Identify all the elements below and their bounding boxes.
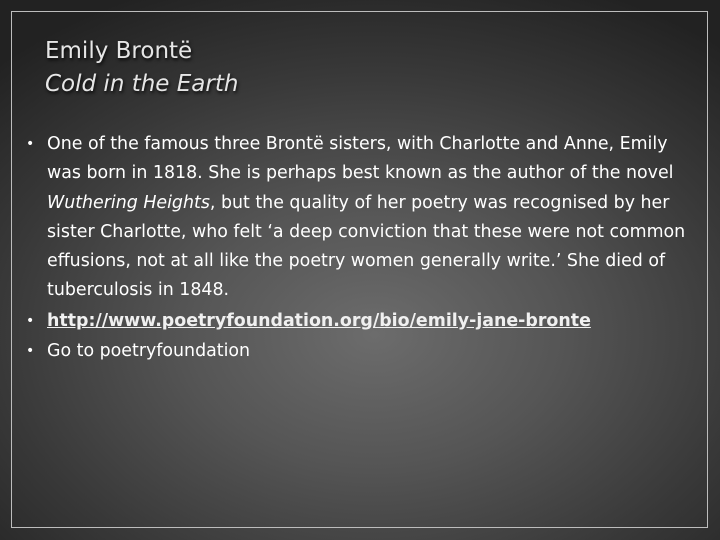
go-to-text: Go to poetryfoundation: [47, 341, 251, 362]
slide-subtitle: Cold in the Earth: [45, 71, 239, 97]
biography-text-start: One of the famous three Brontë sisters, with Charlotte and Anne, Emily was born in 1818. She is perhaps best known as the author of the novel: [47, 134, 674, 184]
bullet-item-link: [26, 307, 701, 336]
bullet-item-biography: [26, 130, 701, 306]
novel-title: Wuthering Heights: [47, 192, 210, 213]
biography-text-end: , but the quality of her poetry was recognised by her sister Charlotte, who felt ‘a deep conviction that these were not common effusions, not at all like the poetry women generally write.’ She died of tuberculosis in 1848.: [47, 192, 686, 301]
title-block: [45, 35, 645, 101]
poetryfoundation-link[interactable]: http://www.poetryfoundation.org/bio/emily-jane-bronte: [47, 310, 591, 331]
bullet-dot-icon: •: [26, 312, 35, 329]
bullet-dot-icon: •: [26, 343, 35, 360]
bullet-list: [26, 130, 701, 366]
bullet-dot-icon: •: [26, 136, 35, 152]
slide-title: Emily Brontë: [45, 38, 193, 64]
bullet-item-go-to: [26, 337, 701, 366]
bullet-text: [47, 134, 685, 300]
